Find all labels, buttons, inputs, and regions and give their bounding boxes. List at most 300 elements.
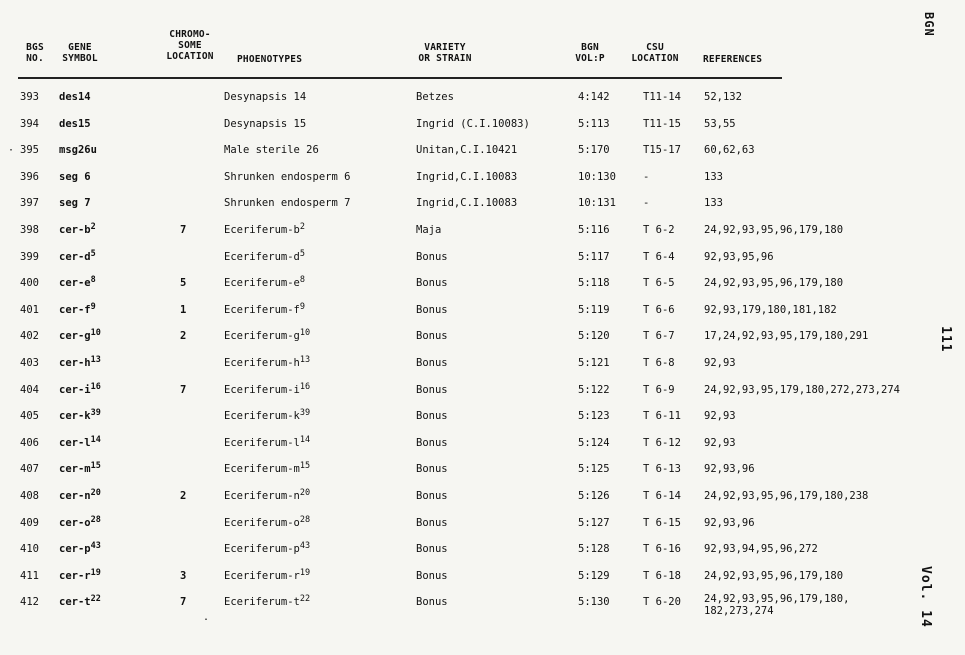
variety-strain-text: Bonus bbox=[416, 330, 448, 343]
row-number-text: 400 bbox=[20, 277, 39, 290]
gene-symbol bbox=[59, 381, 101, 396]
phenotype-text: Shrunken endosperm 7 bbox=[224, 197, 351, 210]
bgn-vol-page-text: 5:118 bbox=[578, 277, 610, 290]
bgn-vol-page bbox=[578, 144, 610, 156]
superscript-allele: 2 bbox=[90, 222, 96, 232]
references bbox=[704, 251, 774, 263]
chromosome-location-text: 5 bbox=[180, 277, 187, 290]
variety-strain-text: Bonus bbox=[416, 569, 448, 582]
gene-symbol-text: cer-n bbox=[59, 490, 91, 502]
variety-strain bbox=[416, 463, 448, 475]
row-number bbox=[20, 251, 39, 263]
superscript-allele: 20 bbox=[299, 488, 311, 498]
chromosome-location bbox=[180, 277, 186, 289]
bgn-vol-page bbox=[578, 91, 610, 103]
gene-symbol-text: cer-i bbox=[59, 383, 91, 396]
superscript-allele: 22 bbox=[299, 594, 311, 605]
gene-symbol-text: cer-b bbox=[59, 224, 91, 236]
row-number bbox=[20, 490, 39, 502]
stray-mark: · bbox=[8, 145, 15, 156]
gene-symbol bbox=[59, 118, 91, 130]
superscript-allele: 14 bbox=[90, 434, 101, 445]
row-number-text: 407 bbox=[20, 463, 39, 476]
csu-location bbox=[643, 490, 681, 502]
gene-symbol-text: seg 7 bbox=[59, 197, 91, 210]
row-number bbox=[20, 384, 39, 396]
table-row bbox=[0, 381, 965, 404]
chromosome-location bbox=[180, 224, 186, 236]
phenotype bbox=[224, 197, 350, 209]
gene-symbol bbox=[59, 514, 101, 529]
csu-location-text: T11-15 bbox=[643, 117, 681, 130]
csu-location bbox=[643, 304, 675, 316]
chromosome-location-text: 1 bbox=[180, 303, 187, 316]
phenotype-text: Male sterile 26 bbox=[224, 144, 319, 157]
references bbox=[704, 304, 837, 316]
references bbox=[704, 517, 755, 529]
bgn-vol-page-text: 5:127 bbox=[578, 516, 610, 529]
phenotype bbox=[224, 410, 310, 422]
row-number bbox=[20, 570, 39, 582]
csu-location-text: T 6-18 bbox=[643, 569, 681, 582]
references-text: 24,92,93,95,179,180,272,273,274 bbox=[704, 383, 900, 396]
csu-location bbox=[643, 543, 681, 555]
variety-strain-text: Bonus bbox=[416, 516, 448, 529]
bgn-vol-page-text: 5:121 bbox=[578, 357, 610, 369]
header-line: LOCATION bbox=[166, 51, 214, 62]
superscript-allele: 16 bbox=[299, 381, 311, 392]
superscript-allele: 43 bbox=[299, 541, 311, 552]
superscript-allele: 9 bbox=[299, 301, 305, 312]
references bbox=[704, 543, 818, 555]
references-text: 17,24,92,93,95,179,180,291 bbox=[704, 330, 869, 343]
variety-strain-text: Bonus bbox=[416, 277, 448, 290]
csu-location-text: T 6-12 bbox=[643, 436, 681, 449]
superscript-allele: 9 bbox=[90, 301, 96, 312]
superscript-allele: 43 bbox=[90, 541, 101, 552]
row-number-text: 403 bbox=[20, 357, 39, 369]
references-text: 133 bbox=[704, 197, 723, 210]
references bbox=[704, 357, 736, 369]
bgn-vol-page bbox=[578, 463, 610, 475]
csu-location bbox=[643, 144, 681, 156]
phenotype-text: Eceriferum-i bbox=[224, 383, 300, 396]
row-number-text: 411 bbox=[20, 569, 39, 582]
phenotype bbox=[224, 514, 311, 529]
references-text: 92,93 bbox=[704, 410, 736, 423]
chromosome-location bbox=[180, 570, 186, 582]
variety-strain-text: Bonus bbox=[416, 383, 448, 396]
csu-location-text: T 6-11 bbox=[643, 410, 681, 423]
gene-symbol-text: cer-l bbox=[59, 436, 91, 449]
bgn-vol-page-text: 5:126 bbox=[578, 490, 610, 502]
phenotype-text: Eceriferum-m bbox=[224, 463, 300, 476]
superscript-allele: 39 bbox=[90, 408, 101, 419]
row-number bbox=[20, 517, 39, 529]
csu-location-text: - bbox=[643, 197, 650, 210]
row-number-text: 397 bbox=[20, 197, 39, 210]
table-row bbox=[0, 593, 965, 618]
variety-strain bbox=[416, 437, 448, 449]
bgn-vol-page bbox=[578, 410, 610, 422]
chromosome-location bbox=[180, 596, 186, 608]
header-bgn-volp bbox=[570, 42, 610, 64]
references bbox=[704, 593, 849, 617]
gene-symbol-text: des14 bbox=[59, 91, 91, 103]
bgn-vol-page bbox=[578, 224, 610, 236]
gene-symbol bbox=[59, 91, 91, 103]
superscript-allele: 10 bbox=[299, 328, 311, 339]
variety-strain-text: Ingrid (C.I.10083) bbox=[416, 117, 530, 130]
phenotype-text: Eceriferum-f bbox=[224, 303, 300, 316]
table-row bbox=[0, 301, 965, 324]
csu-location bbox=[643, 91, 681, 103]
chromosome-location-text: 2 bbox=[180, 330, 187, 343]
variety-strain-text: Bonus bbox=[416, 490, 448, 502]
bgn-vol-page-text: 5:124 bbox=[578, 436, 610, 449]
superscript-allele: 28 bbox=[90, 514, 101, 525]
csu-location bbox=[643, 251, 675, 263]
bgn-vol-page-text: 5:125 bbox=[578, 463, 610, 476]
chromosome-location bbox=[180, 304, 186, 316]
gene-symbol-text: cer-d bbox=[59, 250, 91, 263]
row-number bbox=[20, 357, 39, 369]
superscript-allele: 13 bbox=[299, 355, 311, 365]
variety-strain bbox=[416, 91, 454, 103]
phenotype bbox=[224, 330, 310, 342]
gene-symbol bbox=[59, 248, 96, 263]
bgn-vol-page-text: 5:117 bbox=[578, 250, 610, 263]
gene-symbol bbox=[59, 434, 101, 449]
variety-strain-text: Unitan,C.I.10421 bbox=[416, 144, 518, 157]
references-text: 24,92,93,95,96,179,180 bbox=[704, 277, 844, 290]
row-number-text: 399 bbox=[20, 250, 39, 263]
row-number-text: 396 bbox=[20, 170, 39, 183]
bgn-vol-page bbox=[578, 118, 610, 130]
superscript-allele: 20 bbox=[90, 488, 101, 498]
header-variety-strain bbox=[410, 42, 480, 64]
row-number bbox=[20, 197, 39, 209]
phenotype-text: Eceriferum-g bbox=[224, 330, 300, 343]
references bbox=[704, 224, 843, 236]
references-text: 92,93,94,95,96,272 bbox=[704, 543, 818, 556]
references-text: 92,93 bbox=[704, 357, 736, 369]
row-number bbox=[20, 91, 39, 103]
bgn-vol-page bbox=[578, 570, 610, 582]
gene-symbol-text: cer-k bbox=[59, 410, 91, 423]
side-label-bgn: BGN bbox=[922, 12, 936, 37]
superscript-allele: 14 bbox=[299, 434, 311, 445]
bgn-vol-page-text: 5:128 bbox=[578, 543, 610, 556]
csu-location-text: T 6-2 bbox=[643, 224, 675, 236]
header-references bbox=[703, 54, 762, 65]
superscript-allele: 16 bbox=[90, 381, 101, 392]
phenotype-text: Eceriferum-o bbox=[224, 516, 300, 529]
gene-symbol-text: cer-m bbox=[59, 463, 91, 476]
header-rule bbox=[18, 77, 782, 79]
gene-symbol-text: cer-r bbox=[59, 569, 91, 582]
variety-strain bbox=[416, 517, 448, 529]
csu-location bbox=[643, 357, 675, 369]
header-line: CHROMO- bbox=[169, 29, 211, 40]
variety-strain-text: Ingrid,C.I.10083 bbox=[416, 170, 518, 183]
bgn-vol-page-text: 10:131 bbox=[578, 197, 616, 210]
row-number bbox=[20, 304, 39, 316]
row-number bbox=[20, 463, 39, 475]
chromosome-location-text: 7 bbox=[180, 383, 187, 396]
header-chromosome-location bbox=[160, 29, 220, 62]
header-line: BGS bbox=[26, 42, 44, 53]
csu-location-text: T 6-6 bbox=[643, 303, 675, 316]
variety-strain-text: Bonus bbox=[416, 357, 448, 369]
phenotype bbox=[224, 463, 310, 475]
gene-symbol bbox=[59, 357, 101, 369]
references bbox=[704, 91, 742, 103]
variety-strain bbox=[416, 490, 448, 502]
variety-strain bbox=[416, 171, 517, 183]
superscript-allele: 13 bbox=[90, 355, 101, 365]
header-csu-location bbox=[625, 42, 685, 64]
bgn-vol-page-text: 5:120 bbox=[578, 330, 610, 343]
csu-location bbox=[643, 517, 681, 529]
table-row bbox=[0, 171, 965, 191]
table-row bbox=[0, 118, 965, 138]
table-row bbox=[0, 463, 965, 483]
csu-location-text: T15-17 bbox=[643, 144, 681, 157]
variety-strain-text: Bonus bbox=[416, 250, 448, 263]
superscript-allele: 39 bbox=[299, 408, 311, 419]
variety-strain bbox=[416, 304, 448, 316]
phenotype-text: Eceriferum-b bbox=[224, 224, 300, 236]
bgn-vol-page-text: 5:119 bbox=[578, 303, 610, 316]
gene-symbol bbox=[59, 197, 91, 209]
references bbox=[704, 277, 843, 289]
header-line: VARIETY bbox=[424, 42, 466, 53]
phenotype bbox=[224, 434, 311, 449]
references-text: 92,93,95,96 bbox=[704, 250, 774, 263]
references bbox=[704, 330, 868, 342]
variety-strain bbox=[416, 251, 448, 263]
header-line: PHOENOTYPES bbox=[237, 54, 303, 65]
table-row bbox=[0, 277, 965, 297]
header-gene-symbol bbox=[56, 42, 104, 64]
gene-symbol bbox=[59, 410, 101, 422]
bgn-vol-page bbox=[578, 277, 610, 289]
variety-strain-text: Bonus bbox=[416, 303, 448, 316]
references-text: 92,93,96 bbox=[704, 463, 755, 476]
csu-location-text: T 6-9 bbox=[643, 383, 675, 396]
bgn-vol-page-text: 5:123 bbox=[578, 410, 610, 423]
variety-strain bbox=[416, 330, 448, 342]
gene-symbol bbox=[59, 171, 91, 183]
gene-symbol bbox=[59, 490, 101, 502]
table-row bbox=[0, 197, 965, 217]
row-number bbox=[20, 277, 39, 289]
csu-location-text: T 6-5 bbox=[643, 277, 675, 290]
side-page-number: 111 bbox=[938, 326, 953, 353]
superscript-allele: 15 bbox=[90, 461, 101, 472]
stray-mark: . bbox=[203, 612, 210, 623]
variety-strain bbox=[416, 410, 448, 422]
variety-strain-text: Bonus bbox=[416, 436, 448, 449]
table-row bbox=[0, 514, 965, 537]
references bbox=[704, 490, 868, 502]
superscript-allele: 22 bbox=[90, 594, 101, 605]
gene-symbol-text: cer-o bbox=[59, 516, 91, 529]
phenotype-text: Eceriferum-p bbox=[224, 543, 300, 556]
references-text: 92,93,179,180,181,182 bbox=[704, 303, 837, 316]
row-number bbox=[20, 171, 39, 183]
references bbox=[704, 144, 755, 156]
bgn-vol-page bbox=[578, 197, 616, 209]
gene-symbol bbox=[59, 330, 101, 342]
table-row bbox=[0, 330, 965, 350]
csu-location-text: T 6-7 bbox=[643, 330, 675, 343]
table-row bbox=[0, 224, 965, 244]
variety-strain bbox=[416, 224, 441, 236]
csu-location bbox=[643, 570, 681, 582]
csu-location bbox=[643, 277, 675, 289]
superscript-allele: 2 bbox=[299, 222, 305, 232]
header-line: CSU bbox=[646, 42, 664, 53]
superscript-allele: 19 bbox=[90, 567, 101, 578]
phenotype bbox=[224, 381, 311, 396]
phenotype bbox=[224, 357, 310, 369]
superscript-allele: 5 bbox=[90, 248, 96, 259]
header-line: BGN bbox=[581, 42, 599, 53]
superscript-allele: 5 bbox=[299, 248, 305, 259]
superscript-allele: 19 bbox=[299, 567, 311, 578]
references bbox=[704, 437, 736, 449]
row-number-text: 395 bbox=[20, 144, 39, 157]
csu-location bbox=[643, 463, 681, 475]
table-row bbox=[0, 410, 965, 430]
header-line: NO. bbox=[26, 53, 44, 64]
phenotype bbox=[224, 224, 305, 236]
gene-symbol bbox=[59, 543, 101, 555]
header-bgs-no bbox=[20, 42, 50, 64]
references-text: 24,92,93,95,96,179,180,238 bbox=[704, 490, 869, 502]
phenotype-text: Eceriferum-k bbox=[224, 410, 300, 423]
references-text: 60,62,63 bbox=[704, 144, 755, 157]
header-line: GENE bbox=[68, 42, 92, 53]
superscript-allele: 10 bbox=[90, 328, 101, 339]
row-number bbox=[20, 118, 39, 130]
phenotype bbox=[224, 144, 319, 156]
superscript-allele: 8 bbox=[299, 275, 305, 286]
header-line: SYMBOL bbox=[62, 53, 98, 64]
table-row bbox=[0, 434, 965, 457]
variety-strain-text: Ingrid,C.I.10083 bbox=[416, 197, 518, 210]
csu-location-text: T11-14 bbox=[643, 91, 681, 103]
phenotype bbox=[224, 567, 311, 582]
chromosome-location-text: 7 bbox=[180, 596, 187, 609]
gene-symbol-text: cer-p bbox=[59, 543, 91, 556]
references bbox=[704, 463, 755, 475]
header-phenotypes bbox=[237, 54, 302, 65]
gene-symbol-text: msg26u bbox=[59, 144, 97, 157]
variety-strain-text: Bonus bbox=[416, 410, 448, 423]
header-line: OR STRAIN bbox=[418, 53, 472, 64]
chromosome-location-text: 2 bbox=[180, 490, 187, 502]
references-text: 92,93 bbox=[704, 436, 736, 449]
variety-strain bbox=[416, 570, 448, 582]
variety-strain bbox=[416, 384, 448, 396]
csu-location bbox=[643, 118, 681, 130]
csu-location-text: T 6-15 bbox=[643, 516, 681, 529]
variety-strain-text: Betzes bbox=[416, 91, 454, 103]
phenotype-text: Eceriferum-t bbox=[224, 596, 300, 609]
table-row bbox=[0, 567, 965, 590]
gene-symbol bbox=[59, 144, 97, 156]
gene-symbol bbox=[59, 277, 96, 289]
gene-symbol bbox=[59, 596, 101, 608]
csu-location bbox=[643, 437, 681, 449]
row-number bbox=[20, 330, 39, 342]
references-text: 24,92,93,95,96,179,180 bbox=[704, 224, 844, 236]
bgn-vol-page bbox=[578, 543, 610, 555]
bgn-vol-page-text: 5:122 bbox=[578, 383, 610, 396]
row-number-text: 393 bbox=[20, 91, 39, 103]
phenotype bbox=[224, 91, 306, 103]
phenotype-text: Shrunken endosperm 6 bbox=[224, 170, 351, 183]
row-number-text: 406 bbox=[20, 436, 39, 449]
csu-location-text: T 6-14 bbox=[643, 490, 681, 502]
row-number-text: 409 bbox=[20, 516, 39, 529]
bgn-vol-page bbox=[578, 384, 610, 396]
variety-strain bbox=[416, 357, 448, 369]
header-line: REFERENCES bbox=[703, 54, 763, 65]
phenotype bbox=[224, 301, 305, 316]
csu-location bbox=[643, 171, 649, 183]
csu-location bbox=[643, 596, 681, 608]
phenotype bbox=[224, 596, 310, 608]
row-number bbox=[20, 224, 39, 236]
chromosome-location bbox=[180, 330, 186, 342]
bgn-vol-page-text: 4:142 bbox=[578, 91, 610, 103]
references bbox=[704, 410, 736, 422]
csu-location bbox=[643, 384, 675, 396]
csu-location-text: T 6-13 bbox=[643, 463, 681, 476]
csu-location bbox=[643, 330, 675, 342]
references bbox=[704, 171, 723, 183]
phenotype-text: Eceriferum-l bbox=[224, 436, 300, 449]
variety-strain bbox=[416, 596, 448, 608]
row-number bbox=[20, 410, 39, 422]
bgn-vol-page bbox=[578, 171, 616, 183]
references bbox=[704, 197, 723, 209]
table-row bbox=[0, 490, 965, 510]
phenotype bbox=[224, 490, 310, 502]
bgn-vol-page-text: 5:129 bbox=[578, 569, 610, 582]
gene-symbol-text: cer-h bbox=[59, 357, 91, 369]
bgn-vol-page bbox=[578, 251, 610, 263]
references bbox=[704, 384, 900, 396]
phenotype-text: Desynapsis 15 bbox=[224, 117, 307, 130]
csu-location-text: T 6-16 bbox=[643, 543, 681, 556]
bgn-vol-page bbox=[578, 517, 610, 529]
table-row bbox=[0, 543, 965, 563]
references-text: 24,92,93,95,96,179,180, bbox=[704, 593, 850, 606]
row-number-text: 410 bbox=[20, 543, 39, 556]
bgn-vol-page-text: 5:130 bbox=[578, 596, 610, 609]
phenotype bbox=[224, 248, 305, 263]
references bbox=[704, 118, 736, 130]
csu-location bbox=[643, 197, 649, 209]
table-row bbox=[0, 91, 965, 111]
references-text: 52,132 bbox=[704, 91, 742, 103]
phenotype bbox=[224, 118, 306, 130]
